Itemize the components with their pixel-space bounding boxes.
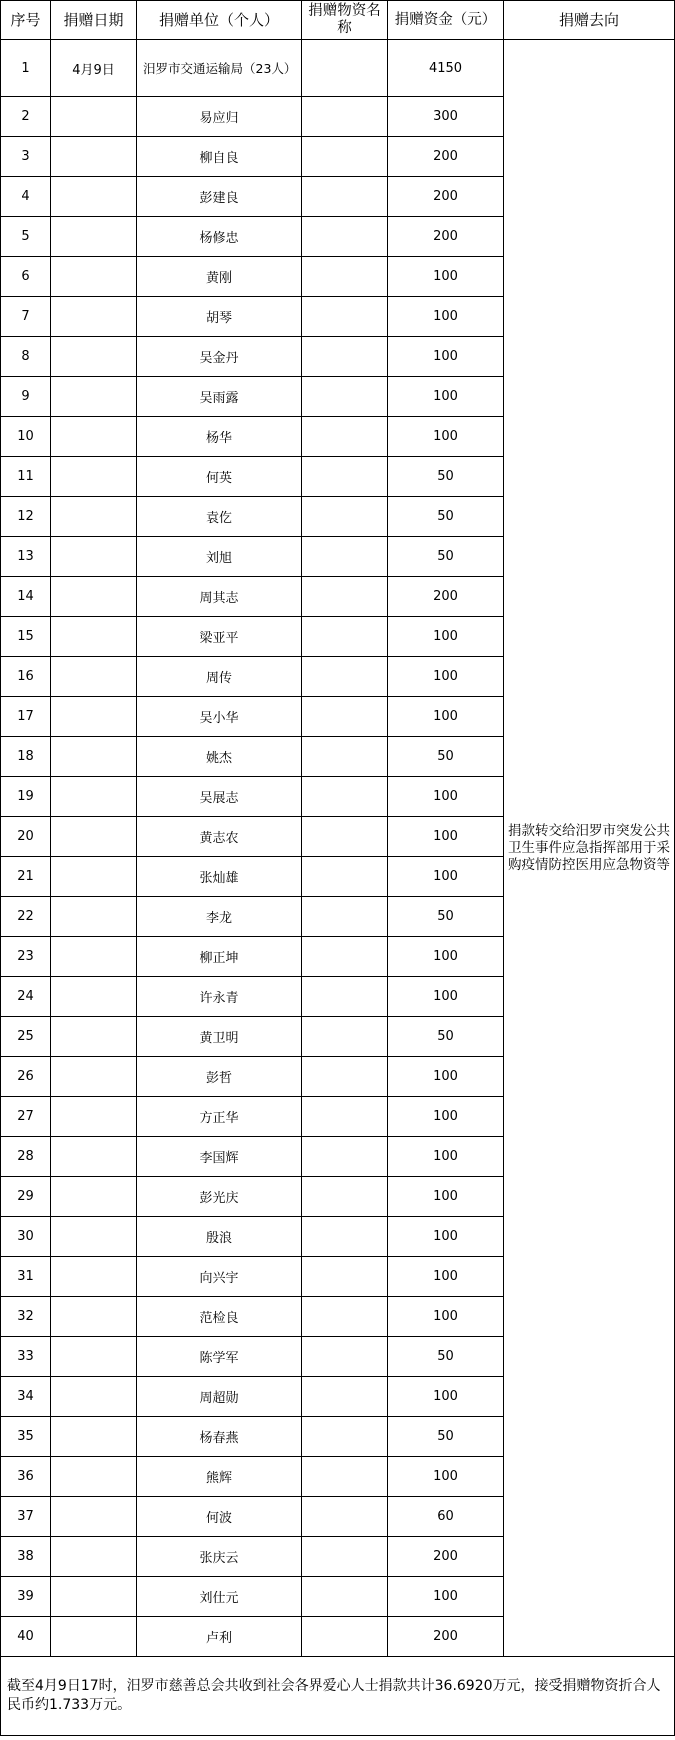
cell-seq: 34 (1, 1377, 51, 1417)
cell-seq: 23 (1, 937, 51, 977)
cell-date (51, 857, 137, 897)
cell-goods (302, 1257, 388, 1297)
header-seq: 序号 (1, 1, 51, 40)
cell-goods (302, 217, 388, 257)
cell-seq: 25 (1, 1017, 51, 1057)
cell-date (51, 1017, 137, 1057)
cell-goods (302, 777, 388, 817)
cell-seq: 1 (1, 40, 51, 97)
header-goods: 捐赠物资名称 (302, 1, 388, 40)
cell-seq: 9 (1, 377, 51, 417)
cell-date (51, 897, 137, 937)
cell-goods (302, 937, 388, 977)
cell-seq: 29 (1, 1177, 51, 1217)
cell-funds: 50 (388, 537, 504, 577)
cell-funds: 100 (388, 1097, 504, 1137)
cell-unit: 向兴宇 (137, 1257, 302, 1297)
cell-date (51, 1137, 137, 1177)
cell-goods (302, 1377, 388, 1417)
cell-unit: 吴雨露 (137, 377, 302, 417)
cell-unit: 杨华 (137, 417, 302, 457)
cell-goods (302, 617, 388, 657)
cell-funds: 100 (388, 617, 504, 657)
cell-goods (302, 377, 388, 417)
cell-funds: 100 (388, 377, 504, 417)
cell-seq: 39 (1, 1577, 51, 1617)
cell-funds: 100 (388, 417, 504, 457)
cell-seq: 27 (1, 1097, 51, 1137)
cell-goods (302, 1537, 388, 1577)
cell-date (51, 657, 137, 697)
cell-seq: 32 (1, 1297, 51, 1337)
cell-date (51, 1537, 137, 1577)
cell-destination: 捐款转交给汨罗市突发公共卫生事件应急指挥部用于采购疫情防控医用应急物资等 (504, 40, 675, 1657)
cell-seq: 4 (1, 177, 51, 217)
cell-unit: 彭哲 (137, 1057, 302, 1097)
cell-unit: 彭建良 (137, 177, 302, 217)
cell-unit: 李国辉 (137, 1137, 302, 1177)
cell-funds: 100 (388, 1177, 504, 1217)
header-funds: 捐赠资金（元） (388, 1, 504, 40)
cell-funds: 200 (388, 217, 504, 257)
cell-unit: 周其志 (137, 577, 302, 617)
cell-funds: 100 (388, 297, 504, 337)
cell-goods (302, 1297, 388, 1337)
cell-unit: 柳正坤 (137, 937, 302, 977)
cell-seq: 31 (1, 1257, 51, 1297)
cell-goods (302, 1497, 388, 1537)
cell-unit: 张灿雄 (137, 857, 302, 897)
cell-date (51, 257, 137, 297)
cell-unit: 范检良 (137, 1297, 302, 1337)
cell-funds: 200 (388, 1617, 504, 1657)
cell-date (51, 1337, 137, 1377)
cell-unit: 彭光庆 (137, 1177, 302, 1217)
cell-seq: 36 (1, 1457, 51, 1497)
cell-seq: 19 (1, 777, 51, 817)
cell-funds: 200 (388, 1537, 504, 1577)
cell-date (51, 377, 137, 417)
cell-funds: 60 (388, 1497, 504, 1537)
footer-row (1, 1657, 675, 1736)
cell-unit: 易应归 (137, 97, 302, 137)
cell-goods (302, 177, 388, 217)
cell-unit: 黄卫明 (137, 1017, 302, 1057)
cell-seq: 10 (1, 417, 51, 457)
cell-unit: 卢利 (137, 1617, 302, 1657)
cell-funds: 300 (388, 97, 504, 137)
header-destination: 捐赠去向 (504, 1, 675, 40)
cell-goods (302, 297, 388, 337)
header-unit: 捐赠单位（个人） (137, 1, 302, 40)
cell-unit: 黄志农 (137, 817, 302, 857)
cell-seq: 38 (1, 1537, 51, 1577)
footer-note: 截至4月9日17时，汨罗市慈善总会共收到社会各界爱心人士捐款共计36.6920万元，接受捐赠物资折合人民币约1.733万元。 (1, 1657, 675, 1736)
cell-seq: 7 (1, 297, 51, 337)
cell-funds: 100 (388, 1457, 504, 1497)
cell-goods (302, 1417, 388, 1457)
cell-unit: 袁仡 (137, 497, 302, 537)
cell-date (51, 737, 137, 777)
cell-unit: 梁亚平 (137, 617, 302, 657)
cell-unit: 熊辉 (137, 1457, 302, 1497)
cell-funds: 50 (388, 897, 504, 937)
header-date: 捐赠日期 (51, 1, 137, 40)
cell-goods (302, 857, 388, 897)
cell-goods (302, 1137, 388, 1177)
cell-funds: 50 (388, 457, 504, 497)
cell-seq: 26 (1, 1057, 51, 1097)
cell-goods (302, 577, 388, 617)
cell-date (51, 1297, 137, 1337)
cell-seq: 13 (1, 537, 51, 577)
cell-goods (302, 737, 388, 777)
cell-goods (302, 1177, 388, 1217)
cell-seq: 2 (1, 97, 51, 137)
cell-seq: 18 (1, 737, 51, 777)
cell-date (51, 697, 137, 737)
cell-unit: 何波 (137, 1497, 302, 1537)
cell-unit: 周传 (137, 657, 302, 697)
cell-funds: 50 (388, 1417, 504, 1457)
cell-funds: 100 (388, 1257, 504, 1297)
cell-funds: 50 (388, 1017, 504, 1057)
cell-date (51, 977, 137, 1017)
cell-funds: 50 (388, 497, 504, 537)
cell-seq: 33 (1, 1337, 51, 1377)
cell-seq: 8 (1, 337, 51, 377)
cell-date (51, 1057, 137, 1097)
cell-funds: 100 (388, 1577, 504, 1617)
cell-unit: 何英 (137, 457, 302, 497)
cell-goods (302, 697, 388, 737)
cell-funds: 100 (388, 777, 504, 817)
cell-date (51, 537, 137, 577)
cell-date (51, 1177, 137, 1217)
cell-funds: 100 (388, 657, 504, 697)
cell-date (51, 817, 137, 857)
cell-seq: 16 (1, 657, 51, 697)
cell-date (51, 1257, 137, 1297)
cell-date (51, 297, 137, 337)
cell-unit: 吴小华 (137, 697, 302, 737)
cell-funds: 200 (388, 177, 504, 217)
cell-date (51, 1457, 137, 1497)
cell-seq: 12 (1, 497, 51, 537)
table-row (1, 40, 675, 97)
cell-date (51, 337, 137, 377)
cell-unit: 周超勋 (137, 1377, 302, 1417)
cell-goods (302, 657, 388, 697)
cell-seq: 24 (1, 977, 51, 1017)
cell-unit: 杨修忠 (137, 217, 302, 257)
cell-seq: 15 (1, 617, 51, 657)
cell-seq: 30 (1, 1217, 51, 1257)
cell-goods (302, 1617, 388, 1657)
cell-goods (302, 537, 388, 577)
cell-goods (302, 497, 388, 537)
cell-goods (302, 897, 388, 937)
cell-date (51, 457, 137, 497)
cell-goods (302, 1577, 388, 1617)
cell-funds: 100 (388, 937, 504, 977)
cell-funds: 200 (388, 577, 504, 617)
cell-seq: 21 (1, 857, 51, 897)
cell-unit: 杨春燕 (137, 1417, 302, 1457)
cell-date (51, 1097, 137, 1137)
cell-funds: 4150 (388, 40, 504, 97)
cell-seq: 11 (1, 457, 51, 497)
cell-seq: 14 (1, 577, 51, 617)
cell-goods (302, 817, 388, 857)
cell-seq: 6 (1, 257, 51, 297)
cell-date (51, 617, 137, 657)
cell-date (51, 417, 137, 457)
cell-seq: 40 (1, 1617, 51, 1657)
cell-seq: 20 (1, 817, 51, 857)
cell-unit: 刘仕元 (137, 1577, 302, 1617)
cell-goods (302, 137, 388, 177)
cell-funds: 100 (388, 1057, 504, 1097)
cell-date (51, 1497, 137, 1537)
cell-funds: 100 (388, 337, 504, 377)
cell-unit: 方正华 (137, 1097, 302, 1137)
cell-date (51, 137, 137, 177)
cell-seq: 3 (1, 137, 51, 177)
cell-funds: 100 (388, 817, 504, 857)
cell-goods (302, 457, 388, 497)
cell-goods (302, 1017, 388, 1057)
cell-date (51, 777, 137, 817)
cell-unit: 姚杰 (137, 737, 302, 777)
cell-unit: 殷浪 (137, 1217, 302, 1257)
cell-unit: 黄刚 (137, 257, 302, 297)
cell-unit: 陈学军 (137, 1337, 302, 1377)
cell-goods (302, 257, 388, 297)
cell-unit: 许永青 (137, 977, 302, 1017)
cell-seq: 28 (1, 1137, 51, 1177)
cell-funds: 100 (388, 977, 504, 1017)
cell-date (51, 497, 137, 537)
cell-funds: 100 (388, 857, 504, 897)
cell-funds: 100 (388, 1137, 504, 1177)
cell-date (51, 1377, 137, 1417)
cell-date (51, 1577, 137, 1617)
cell-seq: 22 (1, 897, 51, 937)
cell-goods (302, 1057, 388, 1097)
cell-funds: 200 (388, 137, 504, 177)
cell-date (51, 937, 137, 977)
cell-goods (302, 977, 388, 1017)
cell-unit: 吴展志 (137, 777, 302, 817)
cell-date (51, 1617, 137, 1657)
cell-seq: 5 (1, 217, 51, 257)
cell-unit: 张庆云 (137, 1537, 302, 1577)
cell-date (51, 177, 137, 217)
cell-date (51, 577, 137, 617)
cell-unit: 汨罗市交通运输局（23人） (137, 40, 302, 97)
table-header-row (1, 1, 675, 40)
cell-seq: 37 (1, 1497, 51, 1537)
cell-goods (302, 97, 388, 137)
cell-funds: 100 (388, 697, 504, 737)
cell-funds: 50 (388, 737, 504, 777)
cell-funds: 100 (388, 257, 504, 297)
cell-goods (302, 1457, 388, 1497)
cell-goods (302, 417, 388, 457)
cell-goods (302, 1337, 388, 1377)
cell-funds: 100 (388, 1217, 504, 1257)
cell-unit: 柳自良 (137, 137, 302, 177)
table-body (1, 40, 675, 1657)
cell-funds: 100 (388, 1297, 504, 1337)
cell-seq: 35 (1, 1417, 51, 1457)
cell-funds: 50 (388, 1337, 504, 1377)
cell-goods (302, 337, 388, 377)
cell-seq: 17 (1, 697, 51, 737)
cell-date (51, 97, 137, 137)
cell-funds: 100 (388, 1377, 504, 1417)
cell-date (51, 217, 137, 257)
cell-unit: 刘旭 (137, 537, 302, 577)
cell-unit: 李龙 (137, 897, 302, 937)
cell-goods (302, 40, 388, 97)
cell-goods (302, 1217, 388, 1257)
cell-goods (302, 1097, 388, 1137)
cell-unit: 吴金丹 (137, 337, 302, 377)
cell-date (51, 1417, 137, 1457)
cell-unit: 胡琴 (137, 297, 302, 337)
cell-date (51, 1217, 137, 1257)
cell-date: 4月9日 (51, 40, 137, 97)
